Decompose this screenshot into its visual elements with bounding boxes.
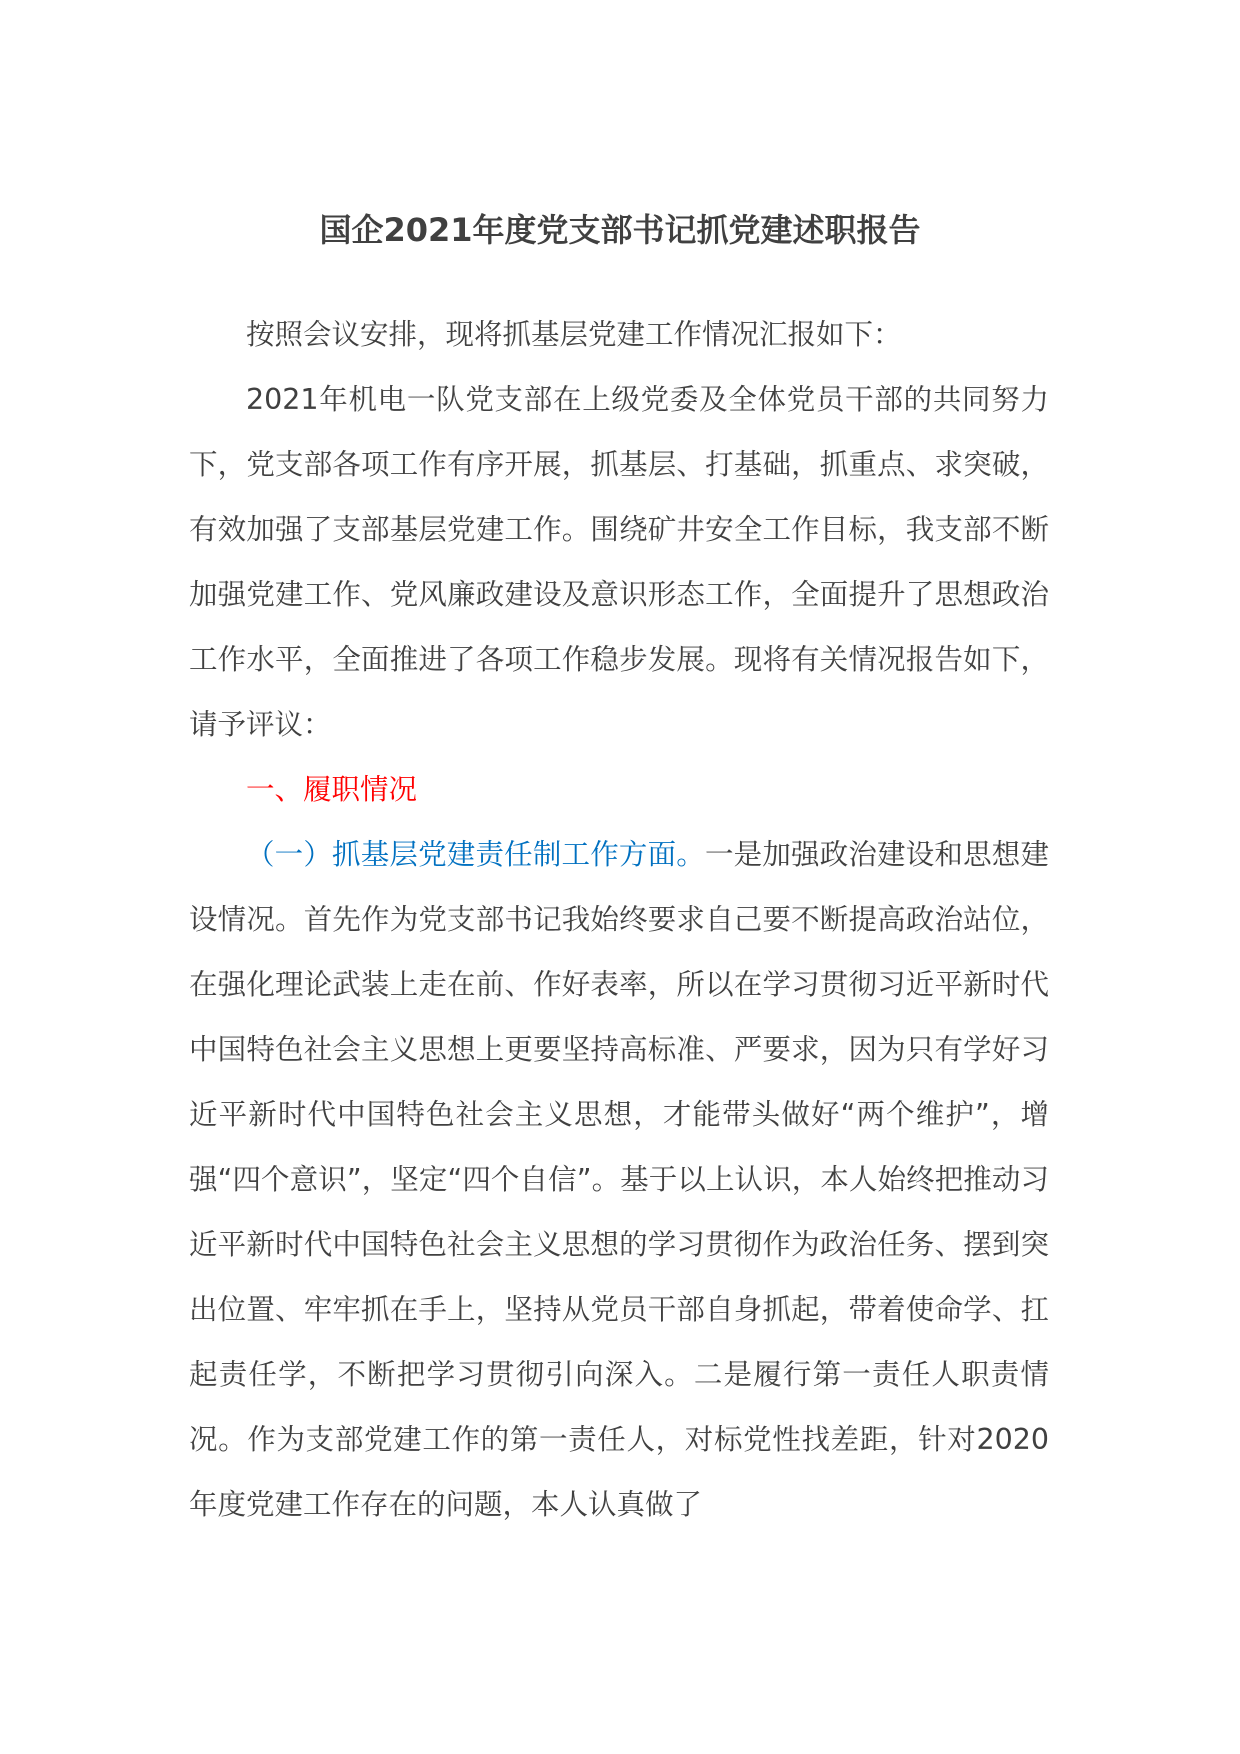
document-body (189, 302, 1049, 1537)
subsection-paragraph (189, 822, 1049, 1537)
subsection-body: 一是加强政治建设和思想建设情况。首先作为党支部书记我始终要求自己要不断提高政治站位，在强化理论武装上走在前、作好表率，所以在学习贯彻习近平新时代中国特色社会主义思想上更要坚持高标准、严要求，因为只有学好习近平新时代中国特色社会主义思想，才能带头做好“两个维护”，增强“四个意识”，坚定“四个自信”。基于以上认识，本人始终把推动习近平新时代中国特色社会主义思想的学习贯彻作为政治任务、摆到突出位置、牢牢抓在手上，坚持从党员干部自身抓起，带着使命学、扛起责任学，不断把学习贯彻引向深入。二是履行第一责任人职责情况。作为支部党建工作的第一责任人，对标党性找差距，针对2020年度党建工作存在的问题，本人认真做了 (189, 838, 1049, 1521)
intro-paragraph: 按照会议安排，现将抓基层党建工作情况汇报如下： (246, 318, 902, 351)
document-title: 国企2021年度党支部书记抓党建述职报告 (319, 211, 921, 249)
overview-paragraph: 2021年机电一队党支部在上级党委及全体党员干部的共同努力下，党支部各项工作有序开展，抓基层、打基础，抓重点、求突破，有效加强了支部基层党建工作。围绕矿井安全工作目标，我支部不断加强党建工作、党风廉政建设及意识形态工作，全面提升了思想政治工作水平，全面推进了各项工作稳步发展。现将有关情况报告如下，请予评议： (189, 383, 1049, 741)
section-heading: 一、履职情况 (246, 773, 418, 806)
subsection-heading: （一）抓基层党建责任制工作方面。 (246, 838, 705, 871)
